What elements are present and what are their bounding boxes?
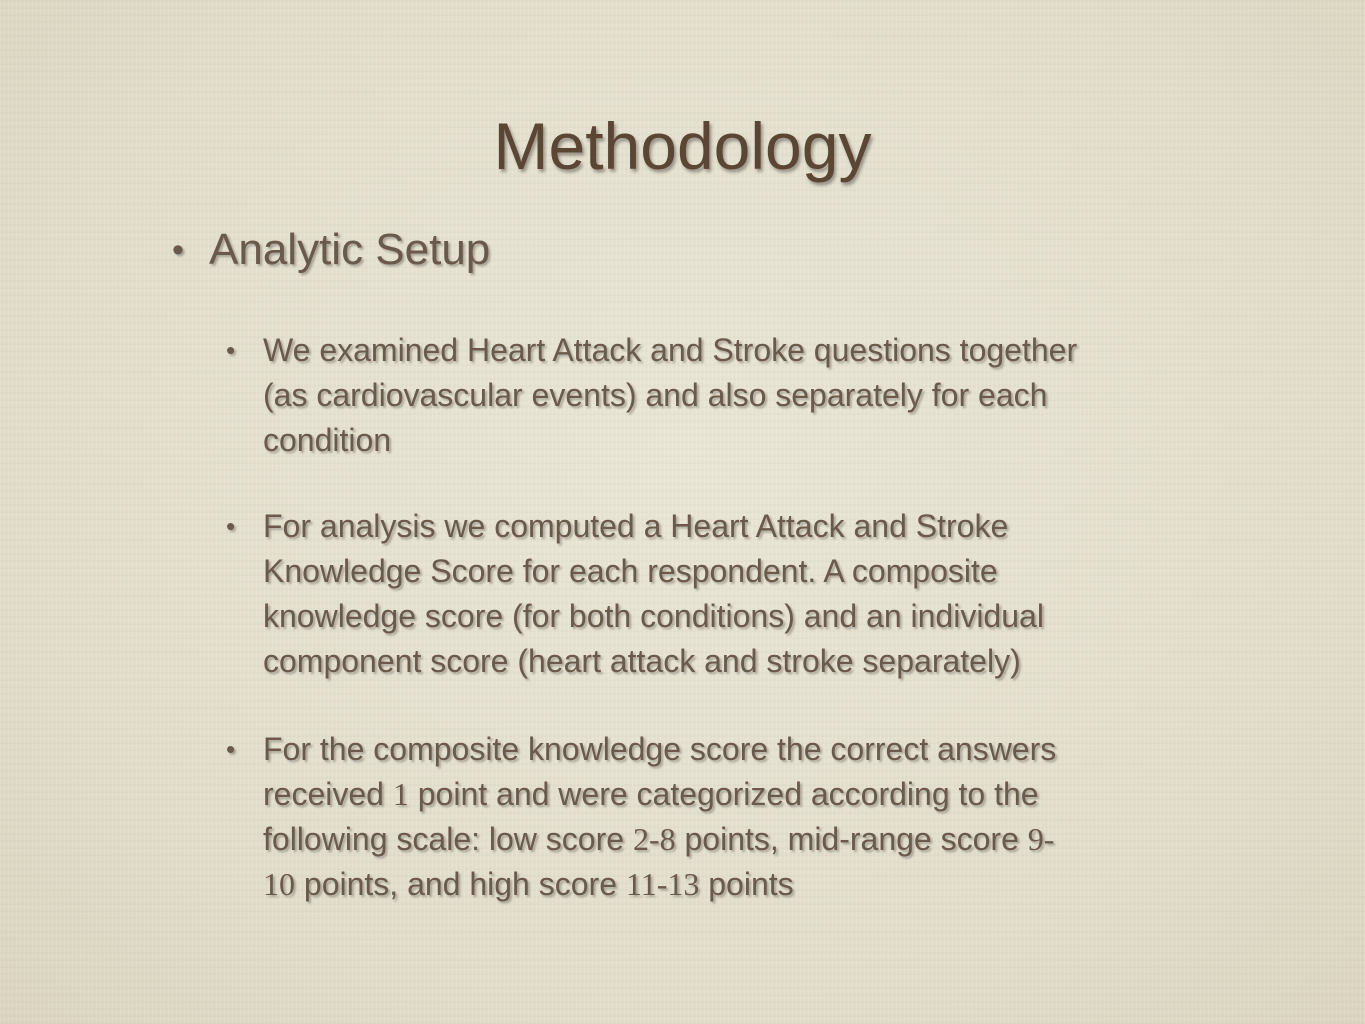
- text-segment: points, mid-range score: [675, 821, 1028, 857]
- text-line: For analysis we computed a Heart Attack and Stroke: [263, 508, 1009, 544]
- score-number: 2-8: [632, 821, 676, 857]
- text-line: [263, 862, 1223, 907]
- text-line: We examined Heart Attack and Stroke questions together: [263, 332, 1078, 368]
- text-line: (as cardiovascular events) and also separately for each: [263, 377, 1048, 413]
- score-number: 11-13: [625, 866, 700, 902]
- bullet-dot: •: [226, 511, 236, 541]
- sub-bullet-text: [263, 727, 1223, 907]
- text-segment: received: [263, 776, 393, 812]
- bullet-heading-text: Analytic Setup: [209, 225, 491, 274]
- text-segment: point and were categorized according to the: [408, 776, 1039, 812]
- text-line: [263, 817, 1223, 862]
- bullet-dot: •: [172, 231, 184, 269]
- text-segment: For the composite knowledge score the correct answers: [263, 731, 1057, 767]
- score-number: 9-: [1027, 821, 1055, 857]
- text-line: component score (heart attack and stroke separately): [263, 643, 1021, 679]
- score-number: 10: [263, 866, 295, 902]
- text-segment: points: [699, 866, 794, 902]
- text-line: condition: [263, 422, 392, 458]
- score-number: 1: [392, 776, 409, 812]
- text-segment: following scale: low score: [263, 821, 633, 857]
- bullet-dot: •: [226, 734, 236, 764]
- text-line: Knowledge Score for each respondent. A composite: [263, 553, 998, 589]
- text-line: knowledge score (for both conditions) and an individual: [263, 598, 1044, 634]
- text-segment: points, and high score: [295, 866, 626, 902]
- sub-bullet-text: [263, 504, 1223, 684]
- slide-title: Methodology: [493, 109, 872, 183]
- text-line: [263, 727, 1223, 772]
- text-line: [263, 772, 1223, 817]
- bullet-dot: •: [226, 335, 236, 365]
- sub-bullet-text: [263, 328, 1223, 463]
